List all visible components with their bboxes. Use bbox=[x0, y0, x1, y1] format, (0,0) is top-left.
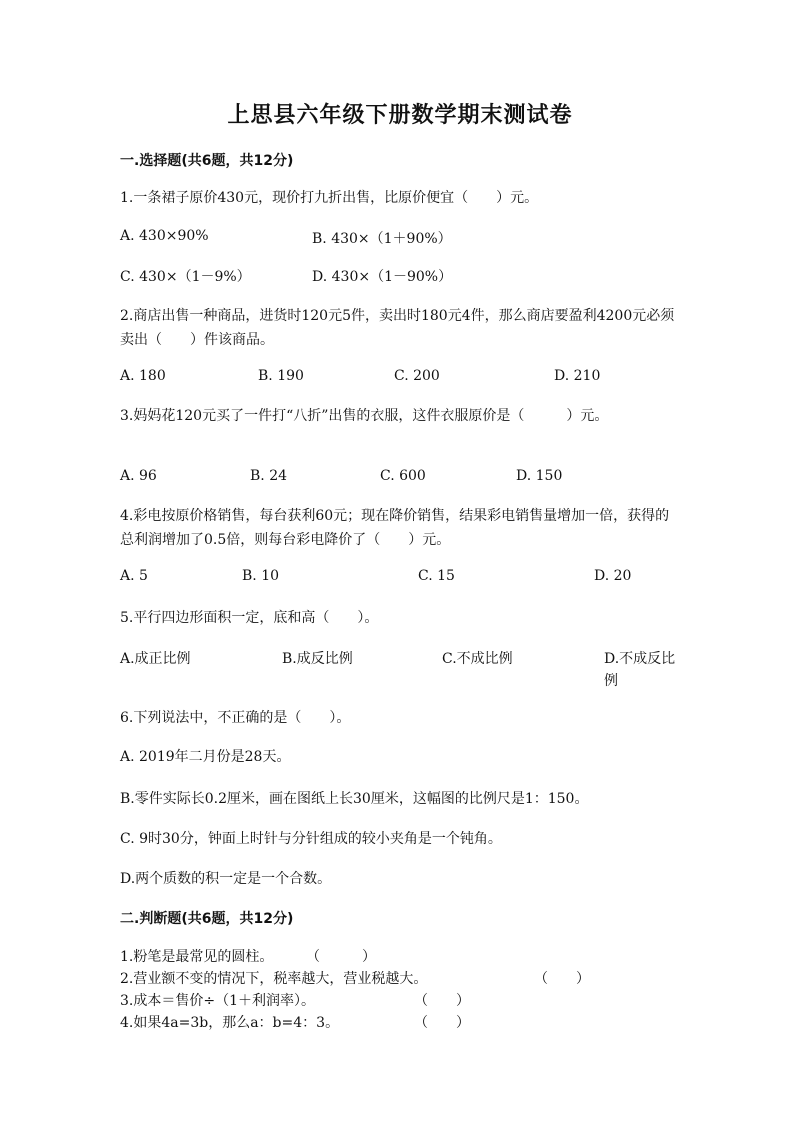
question-5-option-c: C.不成比例 bbox=[442, 651, 513, 667]
question-6-stem: 6.下列说法中，不正确的是（ ）。 bbox=[120, 710, 351, 726]
question-5-stem: 5.平行四边形面积一定，底和高（ ）。 bbox=[120, 610, 379, 626]
question-2-stem: 2.商店出售一种商品，进货时120元5件，卖出时180元4件，那么商店要盈利4200元必须卖出（ ）件该商品。 bbox=[120, 308, 675, 348]
question-5-option-d: D.不成反比例 bbox=[604, 651, 676, 689]
question-5-option-b: B.成反比例 bbox=[282, 651, 353, 667]
judgement-item-2-answer-blank: （ ） bbox=[534, 971, 590, 987]
section-heading-judgement: 二.判断题(共6题，共12分) bbox=[120, 911, 294, 927]
question-5-options bbox=[120, 648, 680, 692]
question-3-stem: 3.妈妈花120元买了一件打“八折”出售的衣服，这件衣服原价是（ ）元。 bbox=[120, 408, 609, 424]
question-1-option-d: D. 430×（1－90%） bbox=[312, 269, 453, 285]
question-4-option-d: D. 20 bbox=[594, 568, 632, 584]
question-4-stem: 4.彩电按原价格销售，每台获利60元；现在降价销售，结果彩电销售量增加一倍，获得的总利润增加了0.5倍，则每台彩电降价了（ ）元。 bbox=[120, 508, 670, 548]
question-6-option-a: A. 2019年二月份是28天。 bbox=[120, 749, 291, 765]
judgement-item-4-answer-blank: （ ） bbox=[414, 1015, 470, 1031]
page-title: 上思县六年级下册数学期末测试卷 bbox=[227, 103, 573, 128]
question-3-option-a: A. 96 bbox=[120, 468, 157, 484]
question-3-option-d: D. 150 bbox=[516, 468, 563, 484]
question-3-options bbox=[120, 468, 680, 490]
question-1-options-row1 bbox=[120, 228, 680, 250]
question-4-option-b: B. 10 bbox=[242, 568, 280, 584]
question-2-option-b: B. 190 bbox=[258, 368, 304, 384]
judgement-item-3-answer-blank: （ ） bbox=[414, 993, 470, 1009]
question-4-option-c: C. 15 bbox=[418, 568, 455, 584]
question-1-options-row2 bbox=[120, 266, 680, 288]
question-3-option-b: B. 24 bbox=[250, 468, 288, 484]
question-2-option-c: C. 200 bbox=[394, 368, 440, 384]
question-3-option-c: C. 600 bbox=[380, 468, 426, 484]
question-4-options bbox=[120, 568, 680, 590]
section-heading-choice: 一.选择题(共6题，共12分) bbox=[120, 153, 294, 169]
judgement-item-4: 4.如果4a=3b，那么a：b=4：3。 bbox=[120, 1015, 340, 1031]
question-1-option-b: B. 430×（1＋90%） bbox=[312, 231, 452, 247]
question-6-option-d: D.两个质数的积一定是一个合数。 bbox=[120, 871, 332, 887]
question-2-options bbox=[120, 368, 680, 390]
judgement-item-1: 1.粉笔是最常见的圆柱。 bbox=[120, 949, 274, 965]
question-6-option-c: C. 9时30分，钟面上时针与分针组成的较小夹角是一个钝角。 bbox=[120, 831, 502, 847]
question-1-stem: 1.一条裙子原价430元，现价打九折出售，比原价便宜（ ）元。 bbox=[120, 190, 539, 206]
judgement-item-2: 2.营业额不变的情况下，税率越大，营业税越大。 bbox=[120, 971, 428, 987]
question-1-option-a: A. 430×90% bbox=[120, 228, 209, 244]
judgement-item-3: 3.成本＝售价÷（1＋利润率）。 bbox=[120, 993, 315, 1009]
question-6-option-b: B.零件实际长0.2厘米，画在图纸上长30厘米，这幅图的比例尺是1：150。 bbox=[120, 791, 589, 807]
question-2-option-a: A. 180 bbox=[120, 368, 166, 384]
question-5-option-a: A.成正比例 bbox=[120, 651, 191, 667]
question-4-option-a: A. 5 bbox=[120, 568, 148, 584]
judgement-item-1-answer-blank: （ ） bbox=[306, 949, 376, 965]
question-1-option-c: C. 430×（1－9%） bbox=[120, 269, 251, 285]
question-2-option-d: D. 210 bbox=[554, 368, 601, 384]
